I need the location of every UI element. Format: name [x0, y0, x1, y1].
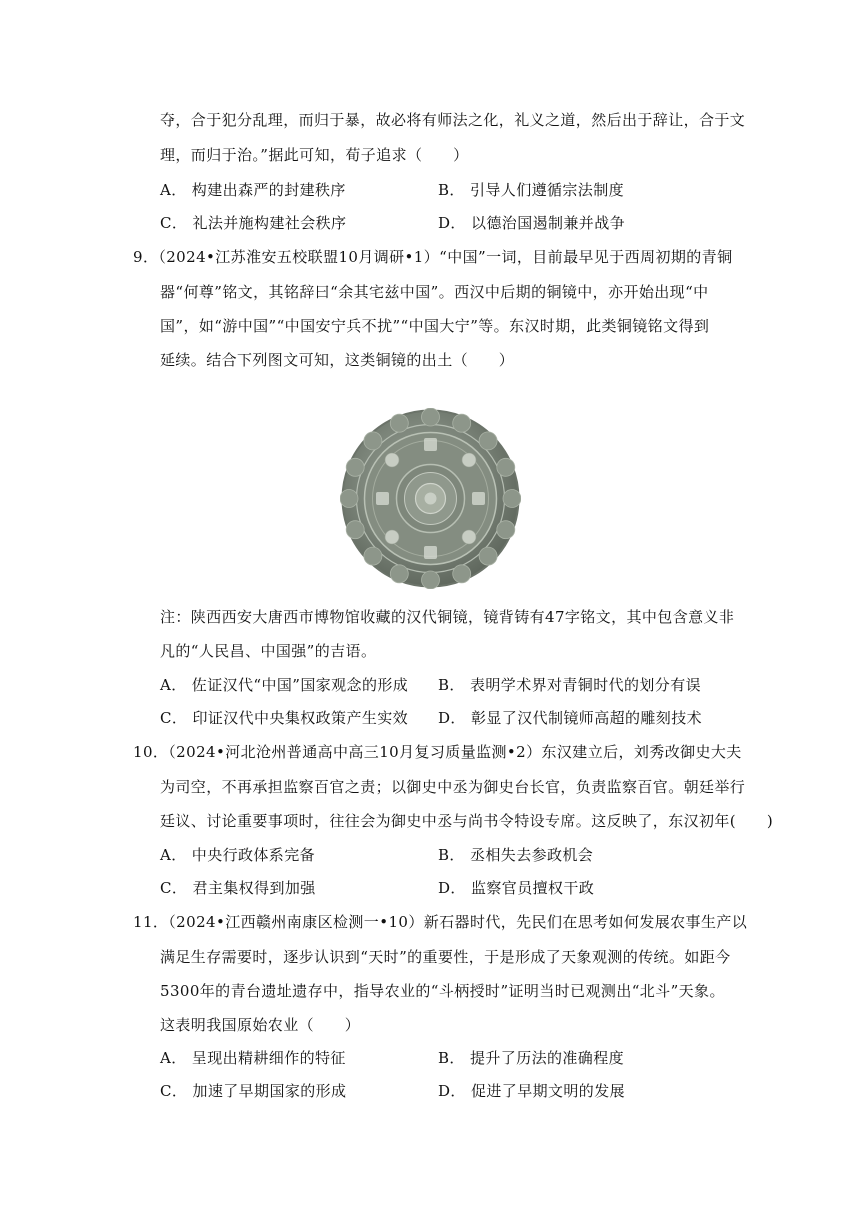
q9-option-a: A． 佐证汉代“中国”国家观念的形成 — [160, 676, 409, 694]
q9-text-line-4: 延续。结合下列图文可知，这类铜镜的出土（ ） — [160, 351, 515, 369]
q9-text-line-3: 国”，如“游中国”“中国安宁兵不扰”“中国大宁”等。东汉时期，此类铜镜铭文得到 — [160, 317, 710, 335]
q11-option-b: B． 提升了历法的准确程度 — [438, 1049, 624, 1067]
q8-option-b: B． 引导人们遵循宗法制度 — [438, 181, 624, 199]
q10-option-d: D． 监察官员擅权干政 — [438, 879, 595, 897]
q10-option-c: C． 君主集权得到加强 — [160, 879, 316, 897]
q11-option-d: D． 促进了早期文明的发展 — [438, 1082, 625, 1100]
q11-text-line-3: 5300年的青台遗址遗存中，指导农业的“斗柄授时”证明当时已观测出“北斗”天象。 — [160, 982, 725, 1000]
q8-option-d: D． 以德治国遏制兼并战争 — [438, 214, 625, 232]
q8-text-line-2: 理，而归于治。”据此可知，荀子追求（ ） — [160, 146, 469, 164]
bronze-mirror-image — [340, 408, 521, 589]
q9-option-c: C． 印证汉代中央集权政策产生实效 — [160, 709, 409, 727]
q9-option-d: D． 彰显了汉代制镜师高超的雕刻技术 — [438, 709, 702, 727]
q11-text-line-4: 这表明我国原始农业（ ） — [160, 1016, 361, 1034]
q10-text-line-2: 为司空，不再承担监察百官之责；以御史中丞为御史台长官，负责监察百官。朝廷举行 — [160, 778, 746, 796]
q8-option-a: A． 构建出森严的封建秩序 — [160, 181, 346, 199]
q9-text-line-2: 器“何尊”铭文，其铭辞曰“余其宅兹中国”。西汉中后期的铜镜中，亦开始出现“中 — [160, 283, 709, 301]
q9-note-line-2: 凡的“人民昌、中国强”的吉语。 — [160, 642, 377, 660]
q11-option-a: A． 呈现出精耕细作的特征 — [160, 1049, 346, 1067]
q10-option-a: A． 中央行政体系完备 — [160, 846, 316, 864]
q11-text-line-2: 满足生存需要时，逐步认识到“天时”的重要性，于是形成了天象观测的传统。如距今 — [160, 948, 731, 966]
q11-text-line-1: 11．（2024•江西赣州南康区检测一•10）新石器时代，先民们在思考如何发展农事生产以 — [133, 913, 748, 931]
q9-note-line-1: 注：陕西西安大唐西市博物馆收藏的汉代铜镜，镜背铸有47字铭文，其中包含意义非 — [160, 608, 735, 626]
q8-text-line-1: 夺，合于犯分乱理，而归于暴，故必将有师法之化，礼义之道，然后出于辞让，合于文 — [160, 111, 746, 129]
q8-option-c: C． 礼法并施构建社会秩序 — [160, 214, 347, 232]
q10-text-line-1: 10．（2024•河北沧州普通高中高三10月复习质量监测•2）东汉建立后，刘秀改御史大夫 — [133, 743, 742, 761]
q9-option-b: B． 表明学术界对青铜时代的划分有误 — [438, 676, 701, 694]
q9-text-line-1: 9．（2024•江苏淮安五校联盟10月调研•1）“中国”一词，目前最早见于西周初期的青铜 — [133, 248, 733, 266]
q10-option-b: B． 丞相失去参政机会 — [438, 846, 594, 864]
q10-text-line-3: 廷议、讨论重要事项时，往往会为御史中丞与尚书令特设专席。这反映了，东汉初年( ) — [160, 812, 774, 830]
q11-option-c: C． 加速了早期国家的形成 — [160, 1082, 347, 1100]
